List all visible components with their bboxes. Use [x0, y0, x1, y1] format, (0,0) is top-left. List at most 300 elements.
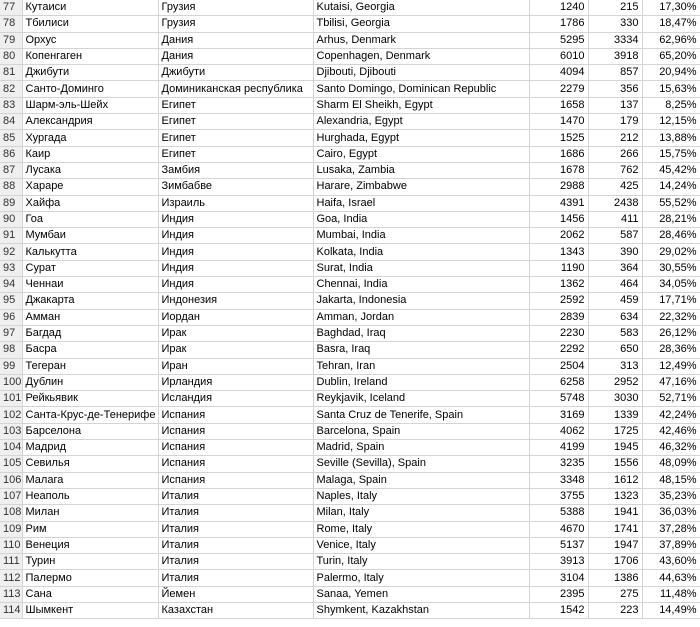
cell-percent[interactable]: 18,47%: [642, 16, 700, 32]
table-row: [0, 374, 700, 390]
cell-city[interactable]: Тбилиси: [22, 16, 158, 32]
cell-value-b[interactable]: 762: [588, 162, 642, 178]
cell-value-a[interactable]: 5295: [529, 32, 588, 48]
cell-value-a[interactable]: 5748: [529, 391, 588, 407]
cell-country[interactable]: Италия: [158, 537, 313, 553]
cell-value-b[interactable]: 356: [588, 81, 642, 97]
cell-value-b[interactable]: 1323: [588, 488, 642, 504]
cell-location-en[interactable]: Goa, India: [313, 211, 529, 227]
cell-percent[interactable]: 22,32%: [642, 309, 700, 325]
cell-location-en[interactable]: Milan, Italy: [313, 505, 529, 521]
row-number[interactable]: 100: [0, 374, 22, 390]
cell-value-b[interactable]: 587: [588, 228, 642, 244]
cell-city[interactable]: Палермо: [22, 570, 158, 586]
cell-city[interactable]: Санто-Доминго: [22, 81, 158, 97]
row-number[interactable]: 106: [0, 472, 22, 488]
cell-value-b[interactable]: 2952: [588, 374, 642, 390]
row-number[interactable]: 114: [0, 602, 22, 618]
cell-percent[interactable]: 37,28%: [642, 521, 700, 537]
cell-percent[interactable]: 15,75%: [642, 146, 700, 162]
cell-location-en[interactable]: Chennai, India: [313, 277, 529, 293]
cell-percent[interactable]: 42,24%: [642, 407, 700, 423]
cell-location-en[interactable]: Palermo, Italy: [313, 570, 529, 586]
cell-city[interactable]: Хургада: [22, 130, 158, 146]
table-row: [0, 0, 700, 16]
table-row: [0, 391, 700, 407]
cell-location-en[interactable]: Shymkent, Kazakhstan: [313, 602, 529, 618]
cell-value-b[interactable]: 179: [588, 114, 642, 130]
row-number[interactable]: 101: [0, 391, 22, 407]
cell-value-b[interactable]: 137: [588, 97, 642, 113]
cell-city[interactable]: Лусака: [22, 162, 158, 178]
cell-city[interactable]: Калькутта: [22, 244, 158, 260]
table-row: [0, 456, 700, 472]
cell-value-b[interactable]: 364: [588, 260, 642, 276]
table-row: [0, 211, 700, 227]
row-number[interactable]: 90: [0, 211, 22, 227]
cell-location-en[interactable]: Cairo, Egypt: [313, 146, 529, 162]
table-row: [0, 472, 700, 488]
row-number[interactable]: 110: [0, 537, 22, 553]
table-row: [0, 342, 700, 358]
cell-value-b[interactable]: 411: [588, 211, 642, 227]
cell-country[interactable]: Индия: [158, 228, 313, 244]
cell-percent[interactable]: 11,48%: [642, 586, 700, 602]
row-number[interactable]: 89: [0, 195, 22, 211]
cell-city[interactable]: Тегеран: [22, 358, 158, 374]
cell-percent[interactable]: 65,20%: [642, 48, 700, 64]
row-number[interactable]: 91: [0, 228, 22, 244]
row-number[interactable]: 95: [0, 293, 22, 309]
cell-city[interactable]: Сурат: [22, 260, 158, 276]
cell-location-en[interactable]: Naples, Italy: [313, 488, 529, 504]
row-number[interactable]: 85: [0, 130, 22, 146]
row-number[interactable]: 87: [0, 162, 22, 178]
cell-city[interactable]: Александрия: [22, 114, 158, 130]
cell-percent[interactable]: 28,36%: [642, 342, 700, 358]
row-number[interactable]: 109: [0, 521, 22, 537]
cell-value-b[interactable]: 3334: [588, 32, 642, 48]
cell-percent[interactable]: 46,32%: [642, 440, 700, 456]
row-number[interactable]: 99: [0, 358, 22, 374]
cell-value-a[interactable]: 2230: [529, 325, 588, 341]
cell-value-a[interactable]: 4391: [529, 195, 588, 211]
cell-value-a[interactable]: 2395: [529, 586, 588, 602]
cell-city[interactable]: Сана: [22, 586, 158, 602]
cell-value-a[interactable]: 1542: [529, 602, 588, 618]
table-row: [0, 358, 700, 374]
cell-location-en[interactable]: Tehran, Iran: [313, 358, 529, 374]
table-row: [0, 65, 700, 81]
cell-country[interactable]: Египет: [158, 130, 313, 146]
cell-country[interactable]: Джибути: [158, 65, 313, 81]
cell-value-b[interactable]: 1612: [588, 472, 642, 488]
cell-percent[interactable]: 42,46%: [642, 423, 700, 439]
cell-city[interactable]: Шымкент: [22, 602, 158, 618]
row-number[interactable]: 81: [0, 65, 22, 81]
cell-location-en[interactable]: Haifa, Israel: [313, 195, 529, 211]
cell-country[interactable]: Грузия: [158, 16, 313, 32]
cell-country[interactable]: Доминиканская республика: [158, 81, 313, 97]
table-row: [0, 586, 700, 602]
cell-value-a[interactable]: 3169: [529, 407, 588, 423]
cell-percent[interactable]: 26,12%: [642, 325, 700, 341]
cell-location-en[interactable]: Santo Domingo, Dominican Republic: [313, 81, 529, 97]
cell-value-b[interactable]: 390: [588, 244, 642, 260]
table-row: [0, 97, 700, 113]
cell-value-b[interactable]: 1339: [588, 407, 642, 423]
cell-location-en[interactable]: Barcelona, Spain: [313, 423, 529, 439]
cell-city[interactable]: Рейкьявик: [22, 391, 158, 407]
table-row: [0, 146, 700, 162]
table-row: [0, 293, 700, 309]
cell-value-b[interactable]: 650: [588, 342, 642, 358]
row-number[interactable]: 113: [0, 586, 22, 602]
cell-percent[interactable]: 12,49%: [642, 358, 700, 374]
cell-city[interactable]: Хараре: [22, 179, 158, 195]
cell-percent[interactable]: 28,46%: [642, 228, 700, 244]
cell-country[interactable]: Ирландия: [158, 374, 313, 390]
cell-location-en[interactable]: Djibouti, Djibouti: [313, 65, 529, 81]
cell-value-b[interactable]: 1741: [588, 521, 642, 537]
cell-country[interactable]: Ирак: [158, 325, 313, 341]
cell-location-en[interactable]: Santa Cruz de Tenerife, Spain: [313, 407, 529, 423]
row-number[interactable]: 84: [0, 114, 22, 130]
cell-location-en[interactable]: Lusaka, Zambia: [313, 162, 529, 178]
table-row: [0, 570, 700, 586]
cell-value-a[interactable]: 4199: [529, 440, 588, 456]
cell-percent[interactable]: 37,89%: [642, 537, 700, 553]
cell-city[interactable]: Джакарта: [22, 293, 158, 309]
cell-country[interactable]: Замбия: [158, 162, 313, 178]
cell-value-b[interactable]: 223: [588, 602, 642, 618]
cell-value-a[interactable]: 6010: [529, 48, 588, 64]
row-number[interactable]: 98: [0, 342, 22, 358]
row-number[interactable]: 105: [0, 456, 22, 472]
cell-percent[interactable]: 55,52%: [642, 195, 700, 211]
cell-country[interactable]: Испания: [158, 423, 313, 439]
cell-city[interactable]: Барселона: [22, 423, 158, 439]
cell-country[interactable]: Грузия: [158, 0, 313, 16]
table-row: [0, 195, 700, 211]
row-number[interactable]: 88: [0, 179, 22, 195]
table-row: [0, 114, 700, 130]
row-number[interactable]: 102: [0, 407, 22, 423]
cell-country[interactable]: Египет: [158, 146, 313, 162]
cell-percent[interactable]: 52,71%: [642, 391, 700, 407]
row-number[interactable]: 80: [0, 48, 22, 64]
cell-value-a[interactable]: 3348: [529, 472, 588, 488]
cell-percent[interactable]: 48,09%: [642, 456, 700, 472]
cell-value-a[interactable]: 1456: [529, 211, 588, 227]
cell-percent[interactable]: 13,88%: [642, 130, 700, 146]
cell-location-en[interactable]: Venice, Italy: [313, 537, 529, 553]
cell-value-b[interactable]: 459: [588, 293, 642, 309]
table-row: [0, 602, 700, 618]
cell-location-en[interactable]: Tbilisi, Georgia: [313, 16, 529, 32]
cell-value-b[interactable]: 275: [588, 586, 642, 602]
table-row: [0, 505, 700, 521]
cell-location-en[interactable]: Amman, Jordan: [313, 309, 529, 325]
cell-value-b[interactable]: 425: [588, 179, 642, 195]
table-row: [0, 325, 700, 341]
cell-country[interactable]: Италия: [158, 505, 313, 521]
cell-location-en[interactable]: Reykjavik, Iceland: [313, 391, 529, 407]
cell-value-a[interactable]: 4062: [529, 423, 588, 439]
cell-percent[interactable]: 43,60%: [642, 554, 700, 570]
cell-percent[interactable]: 17,71%: [642, 293, 700, 309]
cell-value-a[interactable]: 1470: [529, 114, 588, 130]
cell-country[interactable]: Испания: [158, 440, 313, 456]
cell-city[interactable]: Венеция: [22, 537, 158, 553]
cell-percent[interactable]: 29,02%: [642, 244, 700, 260]
cell-city[interactable]: Каир: [22, 146, 158, 162]
cell-city[interactable]: Джибути: [22, 65, 158, 81]
cell-value-b[interactable]: 3918: [588, 48, 642, 64]
cell-value-a[interactable]: 3104: [529, 570, 588, 586]
cell-value-a[interactable]: 4670: [529, 521, 588, 537]
cell-value-b[interactable]: 266: [588, 146, 642, 162]
cell-value-a[interactable]: 6258: [529, 374, 588, 390]
cell-value-a[interactable]: 2292: [529, 342, 588, 358]
cell-value-a[interactable]: 2592: [529, 293, 588, 309]
cell-value-b[interactable]: 1947: [588, 537, 642, 553]
cell-value-b[interactable]: 1556: [588, 456, 642, 472]
cell-city[interactable]: Басра: [22, 342, 158, 358]
cell-value-b[interactable]: 212: [588, 130, 642, 146]
table-row: [0, 260, 700, 276]
cell-city[interactable]: Малага: [22, 472, 158, 488]
row-number[interactable]: 108: [0, 505, 22, 521]
cell-percent[interactable]: 14,49%: [642, 602, 700, 618]
cell-city[interactable]: Амман: [22, 309, 158, 325]
cell-location-en[interactable]: Rome, Italy: [313, 521, 529, 537]
row-number[interactable]: 107: [0, 488, 22, 504]
cell-percent[interactable]: 47,16%: [642, 374, 700, 390]
cell-country[interactable]: Иордан: [158, 309, 313, 325]
table-row: [0, 228, 700, 244]
cell-city[interactable]: Неаполь: [22, 488, 158, 504]
cell-country[interactable]: Египет: [158, 114, 313, 130]
cell-percent[interactable]: 62,96%: [642, 32, 700, 48]
row-number[interactable]: 79: [0, 32, 22, 48]
table-row: [0, 179, 700, 195]
table-row: [0, 488, 700, 504]
cell-value-a[interactable]: 4094: [529, 65, 588, 81]
cell-value-b[interactable]: 1386: [588, 570, 642, 586]
cell-location-en[interactable]: Mumbai, India: [313, 228, 529, 244]
cell-country[interactable]: Израиль: [158, 195, 313, 211]
cell-city[interactable]: Копенгаген: [22, 48, 158, 64]
cell-value-a[interactable]: 2062: [529, 228, 588, 244]
cell-percent[interactable]: 17,30%: [642, 0, 700, 16]
cell-location-en[interactable]: Sharm El Sheikh, Egypt: [313, 97, 529, 113]
cell-value-a[interactable]: 1786: [529, 16, 588, 32]
cell-value-a[interactable]: 1658: [529, 97, 588, 113]
cell-location-en[interactable]: Malaga, Spain: [313, 472, 529, 488]
cell-value-a[interactable]: 2279: [529, 81, 588, 97]
cell-value-a[interactable]: 1525: [529, 130, 588, 146]
cell-value-b[interactable]: 313: [588, 358, 642, 374]
cell-value-a[interactable]: 2839: [529, 309, 588, 325]
cell-country[interactable]: Индия: [158, 211, 313, 227]
cell-city[interactable]: Севилья: [22, 456, 158, 472]
row-number[interactable]: 104: [0, 440, 22, 456]
cell-value-b[interactable]: 1941: [588, 505, 642, 521]
cell-location-en[interactable]: Seville (Sevilla), Spain: [313, 456, 529, 472]
row-number[interactable]: 97: [0, 325, 22, 341]
cell-value-a[interactable]: 3755: [529, 488, 588, 504]
cell-value-b[interactable]: 634: [588, 309, 642, 325]
cell-city[interactable]: Хайфа: [22, 195, 158, 211]
cell-country[interactable]: Италия: [158, 488, 313, 504]
cell-percent[interactable]: 45,42%: [642, 162, 700, 178]
cell-percent[interactable]: 28,21%: [642, 211, 700, 227]
cell-value-b[interactable]: 2438: [588, 195, 642, 211]
cell-location-en[interactable]: Kolkata, India: [313, 244, 529, 260]
table-row: [0, 81, 700, 97]
table-row: [0, 244, 700, 260]
cell-city[interactable]: Мумбаи: [22, 228, 158, 244]
cell-country[interactable]: Италия: [158, 554, 313, 570]
cell-value-b[interactable]: 1706: [588, 554, 642, 570]
cell-location-en[interactable]: Kutaisi, Georgia: [313, 0, 529, 16]
row-number[interactable]: 93: [0, 260, 22, 276]
cell-country[interactable]: Дания: [158, 32, 313, 48]
cell-percent[interactable]: 44,63%: [642, 570, 700, 586]
cell-country[interactable]: Ирак: [158, 342, 313, 358]
cell-value-a[interactable]: 2504: [529, 358, 588, 374]
cell-city[interactable]: Мадрид: [22, 440, 158, 456]
cell-value-b[interactable]: 215: [588, 0, 642, 16]
row-number[interactable]: 94: [0, 277, 22, 293]
table-row: [0, 554, 700, 570]
cell-percent[interactable]: 8,25%: [642, 97, 700, 113]
row-number[interactable]: 103: [0, 423, 22, 439]
cell-country[interactable]: Иран: [158, 358, 313, 374]
table-row: [0, 16, 700, 32]
cell-value-a[interactable]: 3235: [529, 456, 588, 472]
cell-country[interactable]: Зимбабве: [158, 179, 313, 195]
cell-percent[interactable]: 30,55%: [642, 260, 700, 276]
table-row: [0, 48, 700, 64]
row-number[interactable]: 112: [0, 570, 22, 586]
cell-location-en[interactable]: Sanaa, Yemen: [313, 586, 529, 602]
cell-city[interactable]: Дублин: [22, 374, 158, 390]
cell-city[interactable]: Санта-Крус-де-Тенерифе: [22, 407, 158, 423]
cell-value-b[interactable]: 583: [588, 325, 642, 341]
cell-value-a[interactable]: 2988: [529, 179, 588, 195]
cell-percent[interactable]: 35,23%: [642, 488, 700, 504]
cell-city[interactable]: Милан: [22, 505, 158, 521]
cell-percent[interactable]: 48,15%: [642, 472, 700, 488]
cell-location-en[interactable]: Surat, India: [313, 260, 529, 276]
cell-percent[interactable]: 14,24%: [642, 179, 700, 195]
cell-percent[interactable]: 12,15%: [642, 114, 700, 130]
cell-location-en[interactable]: Arhus, Denmark: [313, 32, 529, 48]
cell-value-b[interactable]: 464: [588, 277, 642, 293]
cell-value-a[interactable]: 1343: [529, 244, 588, 260]
cell-country[interactable]: Казахстан: [158, 602, 313, 618]
row-number[interactable]: 86: [0, 146, 22, 162]
row-number[interactable]: 78: [0, 16, 22, 32]
cell-country[interactable]: Испания: [158, 407, 313, 423]
cell-country[interactable]: Египет: [158, 97, 313, 113]
table-row: [0, 162, 700, 178]
cell-value-a[interactable]: 5137: [529, 537, 588, 553]
cell-city[interactable]: Багдад: [22, 325, 158, 341]
cell-city[interactable]: Рим: [22, 521, 158, 537]
cell-value-a[interactable]: 1678: [529, 162, 588, 178]
cell-location-en[interactable]: Dublin, Ireland: [313, 374, 529, 390]
table-row: [0, 130, 700, 146]
cell-location-en[interactable]: Alexandria, Egypt: [313, 114, 529, 130]
cell-city[interactable]: Гоа: [22, 211, 158, 227]
row-number[interactable]: 92: [0, 244, 22, 260]
cell-city[interactable]: Турин: [22, 554, 158, 570]
cell-percent[interactable]: 20,94%: [642, 65, 700, 81]
cell-location-en[interactable]: Turin, Italy: [313, 554, 529, 570]
table-row: [0, 537, 700, 553]
cell-value-b[interactable]: 857: [588, 65, 642, 81]
cell-location-en[interactable]: Basra, Iraq: [313, 342, 529, 358]
cell-value-a[interactable]: 1190: [529, 260, 588, 276]
cell-country[interactable]: Италия: [158, 521, 313, 537]
cell-country[interactable]: Испания: [158, 472, 313, 488]
cell-country[interactable]: Дания: [158, 48, 313, 64]
row-number[interactable]: 111: [0, 554, 22, 570]
cell-value-b[interactable]: 330: [588, 16, 642, 32]
cell-location-en[interactable]: Copenhagen, Denmark: [313, 48, 529, 64]
cell-city[interactable]: Шарм-эль-Шейх: [22, 97, 158, 113]
cell-value-b[interactable]: 1945: [588, 440, 642, 456]
cell-value-a[interactable]: 5388: [529, 505, 588, 521]
cell-country[interactable]: Индия: [158, 244, 313, 260]
cell-value-a[interactable]: 3913: [529, 554, 588, 570]
cell-country[interactable]: Испания: [158, 456, 313, 472]
cell-percent[interactable]: 15,63%: [642, 81, 700, 97]
cell-location-en[interactable]: Harare, Zimbabwe: [313, 179, 529, 195]
table-row: [0, 309, 700, 325]
cell-location-en[interactable]: Hurghada, Egypt: [313, 130, 529, 146]
row-number[interactable]: 96: [0, 309, 22, 325]
cell-city[interactable]: Ченнаи: [22, 277, 158, 293]
cell-country[interactable]: Индия: [158, 277, 313, 293]
table-row: [0, 521, 700, 537]
cell-country[interactable]: Италия: [158, 570, 313, 586]
table-row: [0, 407, 700, 423]
cell-location-en[interactable]: Baghdad, Iraq: [313, 325, 529, 341]
cell-value-a[interactable]: 1686: [529, 146, 588, 162]
cell-country[interactable]: Йемен: [158, 586, 313, 602]
cell-city[interactable]: Орхус: [22, 32, 158, 48]
cell-country[interactable]: Индонезия: [158, 293, 313, 309]
cell-value-b[interactable]: 3030: [588, 391, 642, 407]
cell-percent[interactable]: 34,05%: [642, 277, 700, 293]
cell-percent[interactable]: 36,03%: [642, 505, 700, 521]
cell-value-a[interactable]: 1362: [529, 277, 588, 293]
cell-city[interactable]: Кутаиси: [22, 0, 158, 16]
cell-location-en[interactable]: Madrid, Spain: [313, 440, 529, 456]
cell-country[interactable]: Исландия: [158, 391, 313, 407]
cell-value-b[interactable]: 1725: [588, 423, 642, 439]
cell-value-a[interactable]: 1240: [529, 0, 588, 16]
row-number[interactable]: 83: [0, 97, 22, 113]
cell-location-en[interactable]: Jakarta, Indonesia: [313, 293, 529, 309]
row-number[interactable]: 77: [0, 0, 22, 16]
row-number[interactable]: 82: [0, 81, 22, 97]
cell-country[interactable]: Индия: [158, 260, 313, 276]
